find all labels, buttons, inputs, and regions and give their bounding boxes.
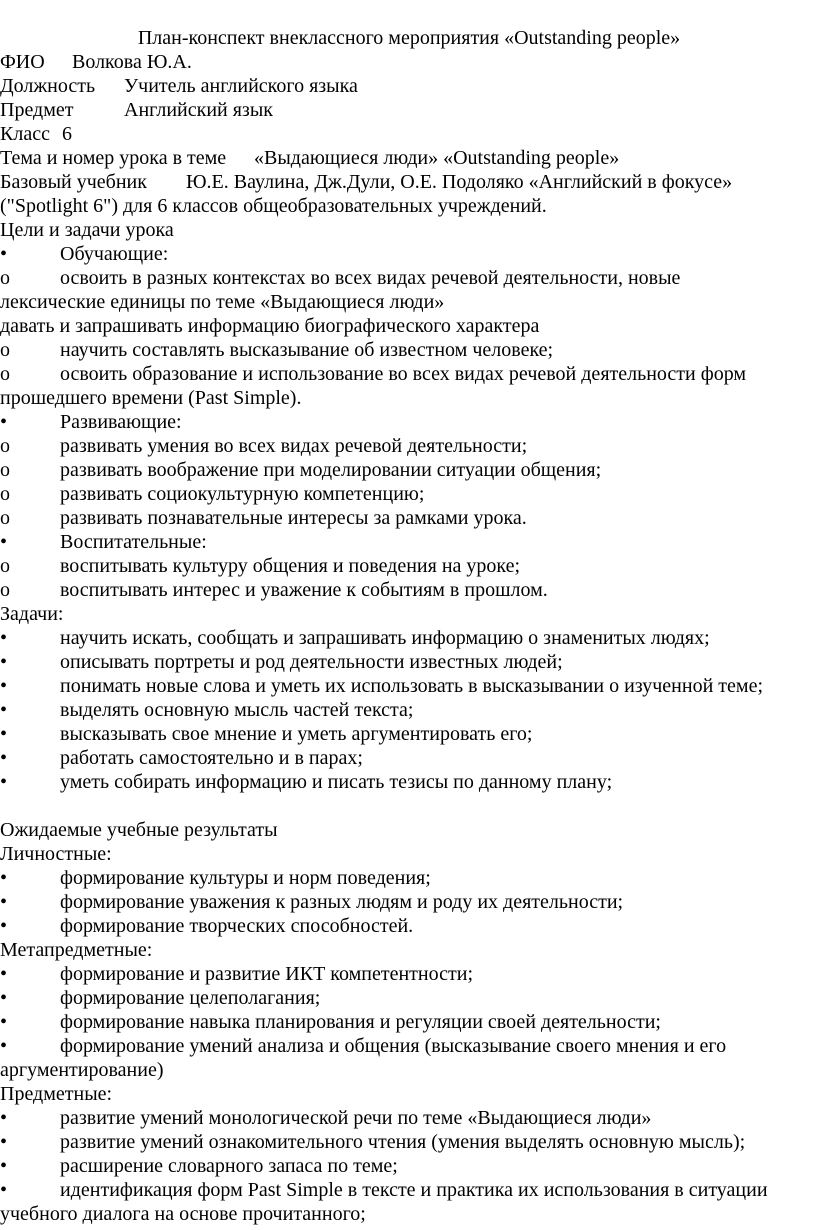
subject-row xyxy=(0,98,812,122)
list-item-text: развивать умения во всех видах речевой деятельности; xyxy=(60,435,528,457)
list-item-text: понимать новые слова и уметь их использовать в высказывании о изученной теме; xyxy=(60,675,763,697)
topic-label: Тема и номер урока в теме xyxy=(0,147,227,169)
bullet-mark: • xyxy=(0,771,8,793)
bullet-mark: • xyxy=(0,723,8,745)
list-item-text: формирование и развитие ИКТ компетентности; xyxy=(60,963,473,985)
list-item-text: развитие умений ознакомительного чтения (умения выделять основную мысль); xyxy=(60,1131,746,1153)
personal-heading: Личностные: xyxy=(0,843,112,865)
topic-value: «Выдающиеся люди» «Outstanding people» xyxy=(254,147,620,169)
sub-bullet-mark: o xyxy=(0,483,10,505)
list-item xyxy=(0,722,812,746)
list-item xyxy=(0,674,812,698)
list-item xyxy=(0,650,812,674)
class-row xyxy=(0,122,812,146)
list-item-text: уметь собирать информацию и писать тезисы по данному плану; xyxy=(60,771,613,793)
list-item xyxy=(0,962,812,986)
list-item-continuation: лексические единицы по теме «Выдающиеся люди» xyxy=(0,291,445,313)
subject-value: Английский язык xyxy=(124,99,273,121)
list-item xyxy=(0,1130,812,1154)
meta-heading: Метапредметные: xyxy=(0,939,153,961)
list-item-text: идентификация форм Past Simple в тексте и практика их использования в ситуации xyxy=(60,1179,768,1201)
list-item xyxy=(0,530,812,554)
list-item xyxy=(0,266,812,290)
bullet-mark: • xyxy=(0,651,8,673)
document-page xyxy=(0,26,812,1226)
list-item-text: освоить в разных контекстах во всех видах речевой деятельности, новые xyxy=(60,267,681,289)
list-item-text: работать самостоятельно и в парах; xyxy=(60,747,363,769)
list-item xyxy=(0,1178,812,1202)
topic-row xyxy=(0,146,812,170)
list-item-text: описывать портреты и род деятельности известных людей; xyxy=(60,651,563,673)
sub-bullet-mark: o xyxy=(0,555,10,577)
bullet-mark: • xyxy=(0,747,8,769)
blank-line xyxy=(0,794,812,818)
class-value: 6 xyxy=(62,123,72,145)
bullet-mark: • xyxy=(0,1179,8,1201)
sub-bullet-mark: o xyxy=(0,339,10,361)
bullet-mark: • xyxy=(0,531,8,553)
upbringing-heading: Воспитательные: xyxy=(60,531,207,553)
list-item-text: формирование навыка планирования и регуляции своей деятельности; xyxy=(60,1011,661,1033)
sub-bullet-mark: o xyxy=(0,507,10,529)
sub-bullet-mark: o xyxy=(0,579,10,601)
fio-label: ФИО xyxy=(0,51,45,73)
bullet-mark: • xyxy=(0,411,8,433)
list-item xyxy=(0,554,812,578)
bullet-mark: • xyxy=(0,891,8,913)
position-row xyxy=(0,74,812,98)
bullet-mark: • xyxy=(0,1131,8,1153)
bullet-mark: • xyxy=(0,987,8,1009)
subject-label: Предмет xyxy=(0,99,74,121)
list-item-text: формирование культуры и норм поведения; xyxy=(60,867,431,889)
list-item-text: освоить образование и использование во всех видах речевой деятельности форм xyxy=(60,363,747,385)
sub-bullet-mark: o xyxy=(0,459,10,481)
fio-row xyxy=(0,50,812,74)
bullet-mark: • xyxy=(0,867,8,889)
list-item-text: высказывать свое мнение и уметь аргументировать его; xyxy=(60,723,533,745)
list-item-text: формирование творческих способностей. xyxy=(60,915,414,937)
results-heading: Ожидаемые учебные результаты xyxy=(0,819,278,841)
list-item xyxy=(0,434,812,458)
list-item-text: формирование целеполагания; xyxy=(60,987,321,1009)
list-item xyxy=(0,338,812,362)
fio-value: Волкова Ю.А. xyxy=(72,51,192,73)
bullet-mark: • xyxy=(0,1155,8,1177)
list-item xyxy=(0,1106,812,1130)
list-item-text: воспитывать культуру общения и поведения на уроке; xyxy=(60,555,521,577)
list-item xyxy=(0,410,812,434)
subject-results-heading: Предметные: xyxy=(0,1083,113,1105)
list-item-text: развитие умений монологической речи по теме «Выдающиеся люди» xyxy=(60,1107,652,1129)
bullet-mark: • xyxy=(0,1035,8,1057)
list-item xyxy=(0,506,812,530)
position-label: Должность xyxy=(0,75,96,97)
list-item xyxy=(0,482,812,506)
list-item-continuation: давать и запрашивать информацию биографического характера xyxy=(0,315,540,337)
list-item xyxy=(0,890,812,914)
list-item-text: научить искать, сообщать и запрашивать информацию о знаменитых людях; xyxy=(60,627,710,649)
list-item xyxy=(0,1034,812,1058)
sub-bullet-mark: o xyxy=(0,435,10,457)
position-value: Учитель английского языка xyxy=(124,75,358,97)
list-item-text: научить составлять высказывание об известном человеке; xyxy=(60,339,554,361)
list-item xyxy=(0,746,812,770)
list-item-continuation: прошедшего времени (Past Simple). xyxy=(0,387,302,409)
list-item-continuation: аргументирование) xyxy=(0,1059,164,1081)
tasks-heading: Задачи: xyxy=(0,603,64,625)
textbook-value: Ю.Е. Ваулина, Дж.Дули, О.Е. Подоляко «Английский в фокусе» xyxy=(186,171,733,193)
textbook-label: Базовый учебник xyxy=(0,171,147,193)
list-item xyxy=(0,986,812,1010)
class-label: Класс xyxy=(0,123,50,145)
list-item-text: развивать познавательные интересы за рамками урока. xyxy=(60,507,527,529)
list-item xyxy=(0,1154,812,1178)
list-item-text: выделять основную мысль частей текста; xyxy=(60,699,414,721)
developing-heading: Развивающие: xyxy=(60,411,182,433)
educational-heading: Обучающие: xyxy=(60,243,169,265)
bullet-mark: • xyxy=(0,699,8,721)
bullet-mark: • xyxy=(0,627,8,649)
list-item xyxy=(0,770,812,794)
bullet-mark: • xyxy=(0,675,8,697)
list-item xyxy=(0,626,812,650)
list-item-text: воспитывать интерес и уважение к событиям в прошлом. xyxy=(60,579,548,601)
list-item xyxy=(0,458,812,482)
list-item xyxy=(0,578,812,602)
list-item xyxy=(0,914,812,938)
list-item-text: расширение словарного запаса по теме; xyxy=(60,1155,398,1177)
list-item xyxy=(0,866,812,890)
textbook-continuation: ("Spotlight 6") для 6 классов общеобразовательных учреждений. xyxy=(0,195,547,217)
list-item xyxy=(0,242,812,266)
list-item-text: развивать социокультурную компетенцию; xyxy=(60,483,425,505)
sub-bullet-mark: o xyxy=(0,267,10,289)
goals-heading: Цели и задачи урока xyxy=(0,219,174,241)
bullet-mark: • xyxy=(0,915,8,937)
list-item-text: формирование уважения к разных людям и роду их деятельности; xyxy=(60,891,624,913)
bullet-mark: • xyxy=(0,1107,8,1129)
list-item-continuation: учебного диалога на основе прочитанного; xyxy=(0,1203,366,1225)
list-item xyxy=(0,1010,812,1034)
sub-bullet-mark: o xyxy=(0,363,10,385)
textbook-row xyxy=(0,170,812,194)
list-item-text: развивать воображение при моделировании ситуации общения; xyxy=(60,459,602,481)
bullet-mark: • xyxy=(0,1011,8,1033)
list-item xyxy=(0,362,812,386)
document-title: План-конспект внеклассного мероприятия «Outstanding people» xyxy=(137,27,681,49)
list-item xyxy=(0,698,812,722)
list-item-text: формирование умений анализа и общения (высказывание своего мнения и его xyxy=(60,1035,727,1057)
bullet-mark: • xyxy=(0,963,8,985)
bullet-mark: • xyxy=(0,243,8,265)
